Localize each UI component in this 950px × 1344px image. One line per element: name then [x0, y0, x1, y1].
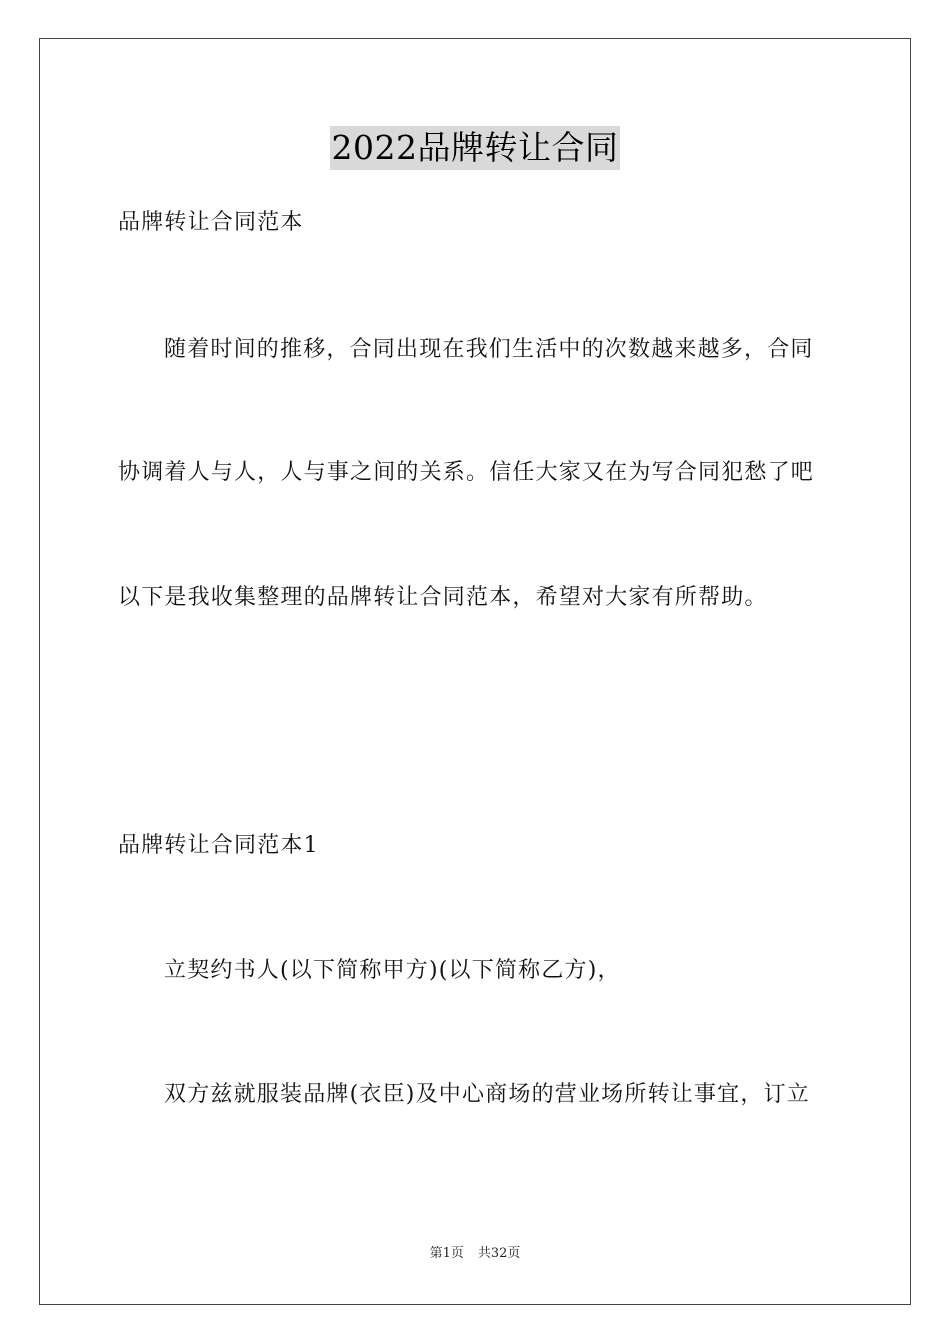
section-heading: 品牌转让合同范本1: [118, 833, 319, 858]
document-subtitle: 品牌转让合同范本: [118, 210, 304, 235]
title-container: [0, 126, 950, 170]
page-footer: [0, 1245, 950, 1263]
intro-line-2: 协调着人与人，人与事之间的关系。信任大家又在为写合同犯愁了吧: [118, 460, 815, 485]
page-total: 共32页: [477, 1246, 521, 1261]
intro-line-3: 以下是我收集整理的品牌转让合同范本，希望对大家有所帮助。: [118, 585, 768, 610]
intro-line-1: 随着时间的推移，合同出现在我们生活中的次数越来越多，合同: [164, 337, 814, 362]
document-title: 2022品牌转让合同: [330, 126, 621, 170]
page-number: 第1页: [429, 1246, 464, 1261]
section-line-1: 立契约书人(以下简称甲方)(以下简称乙方)，: [164, 958, 621, 983]
section-line-2: 双方兹就服装品牌(衣臣)及中心商场的营业场所转让事宜，订立: [164, 1082, 810, 1107]
